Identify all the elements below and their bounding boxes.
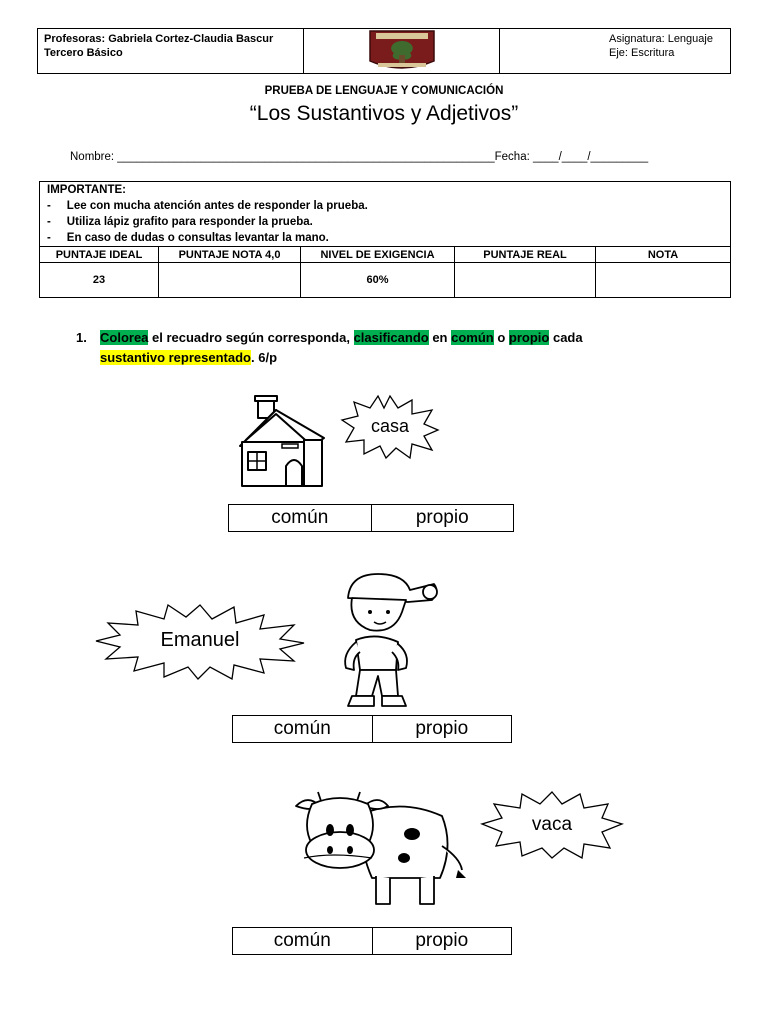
instruction-text: o [493, 330, 509, 345]
score-real-value[interactable] [455, 263, 596, 298]
option-common-button[interactable]: común [233, 716, 373, 742]
option-proper-button[interactable]: propio [415, 507, 469, 528]
option-common-button[interactable]: común [233, 928, 373, 954]
test-title: PRUEBA DE LENGUAJE Y COMUNICACIÓN [264, 85, 504, 97]
score-header: PUNTAJE REAL [455, 247, 596, 263]
instruction-item: - Utiliza lápiz grafito para responder la prueba. [47, 216, 313, 228]
cow-drawing-icon [292, 786, 478, 912]
question-1-instruction [76, 328, 704, 368]
score-demand-value: 60% [301, 263, 455, 298]
grade-label: Tercero Básico [44, 47, 123, 59]
subject-label: Asignatura: Lenguaje [609, 33, 713, 45]
choice-row [232, 927, 512, 955]
score-header: PUNTAJE NOTA 4,0 [159, 247, 301, 263]
instruction-item: - Lee con mucha atención antes de responder la prueba. [47, 200, 368, 212]
test-subtitle: “Los Sustantivos y Adjetivos” [249, 102, 519, 125]
instruction-text: cada [549, 330, 587, 345]
instruction-text: el recuadro según corresponda, [148, 330, 354, 345]
name-date-field[interactable]: Nombre: ___________________________________________________________Fecha: ____/____/_________ [70, 151, 649, 163]
item-word: vaca [531, 814, 573, 835]
teachers-label: Profesoras: Gabriela Cortez-Claudia Bascur [44, 33, 274, 45]
score-grade-value[interactable] [596, 263, 731, 298]
score-header: NOTA [596, 247, 731, 263]
header-logo-cell [304, 29, 500, 73]
boy-drawing-icon [326, 568, 442, 710]
instruction-item: - En caso de dudas o consultas levantar la mano. [47, 232, 329, 244]
option-proper-button[interactable]: propio [415, 930, 469, 951]
keyword-highlight: Colorea [100, 330, 149, 345]
keyword-highlight: propio [508, 330, 550, 345]
header-table [37, 28, 731, 74]
option-proper-button[interactable]: propio [415, 718, 469, 739]
option-common-button[interactable]: común [229, 505, 372, 531]
axis-label: Eje: Escritura [609, 47, 675, 59]
score-header: PUNTAJE IDEAL [40, 247, 159, 263]
header-right-cell [500, 29, 730, 73]
house-drawing-icon [230, 394, 330, 490]
item-word: casa [370, 416, 410, 436]
keyword-highlight: sustantivo representado [100, 350, 251, 365]
keyword-highlight: clasificando [353, 330, 429, 345]
keyword-highlight: común [451, 330, 494, 345]
school-logo-icon [366, 29, 438, 73]
score-table [39, 246, 731, 298]
score-ideal-value: 23 [40, 263, 159, 298]
instructions-box [39, 181, 731, 298]
score-header: NIVEL DE EXIGENCIA [301, 247, 455, 263]
header-left-cell [38, 29, 304, 73]
score-passing-value[interactable] [159, 263, 301, 298]
choice-row [228, 504, 514, 532]
important-heading: IMPORTANTE: [47, 184, 127, 196]
instruction-text: en [428, 330, 452, 345]
instruction-text: . 6/p [251, 350, 278, 365]
item-word: Emanuel [160, 629, 240, 651]
choice-row [232, 715, 512, 743]
question-number: 1. [76, 330, 87, 345]
